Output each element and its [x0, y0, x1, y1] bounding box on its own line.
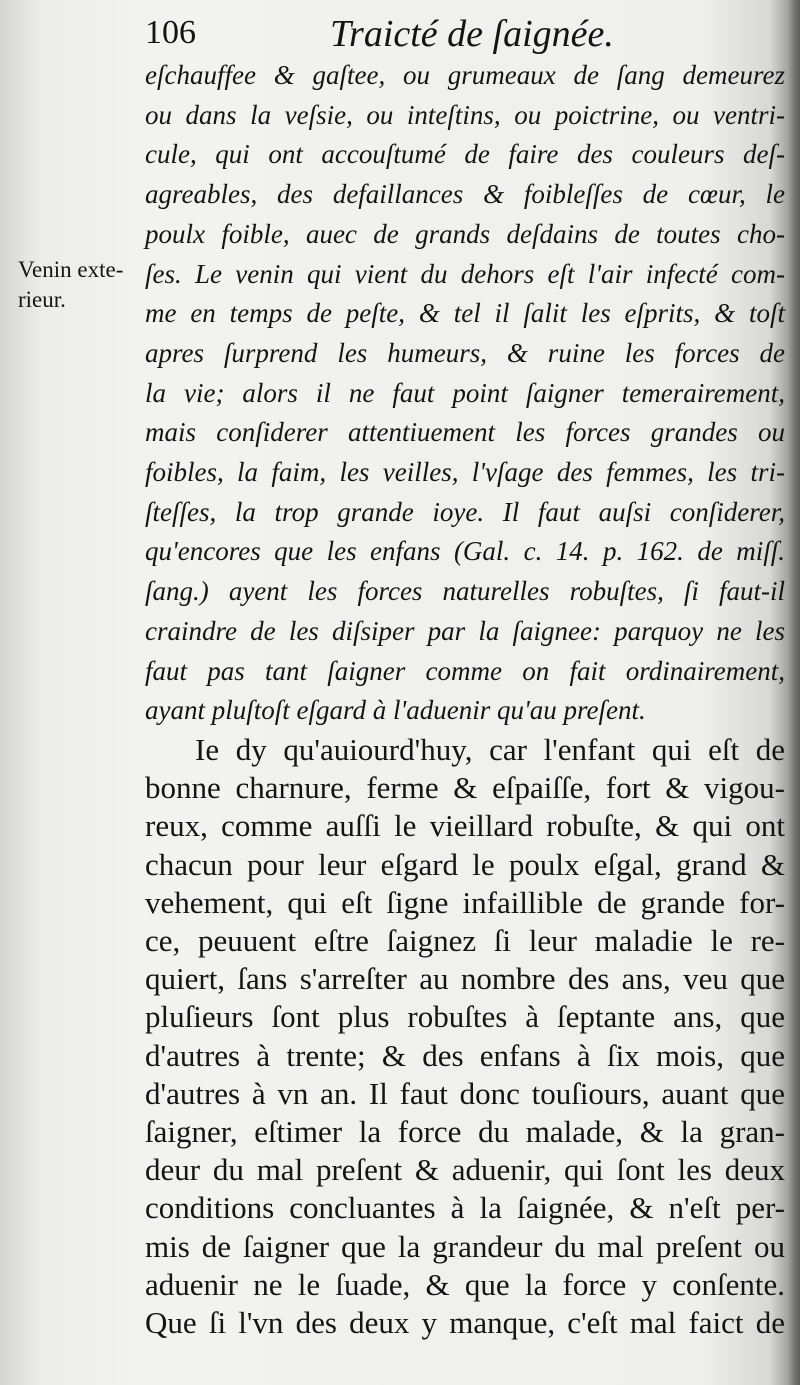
- text-line: eſchauffee & gaſtee, ou grumeaux de ſang demeurez: [145, 60, 785, 90]
- text-line: ayant pluſtoſt eſgard à l'aduenir qu'au preſent.: [145, 695, 646, 726]
- text-line: deur du mal preſent & aduenir, qui ſont les deux: [145, 1152, 785, 1188]
- text-line: craindre de les diſsiper par la ſaignee: parquoy ne les: [145, 615, 785, 646]
- text-line: poulx foible, auec de grands deſdains de toutes cho-: [145, 218, 785, 249]
- text-line: d'autres à trente; & des enfans à ſix mois, que: [145, 1037, 785, 1073]
- text-line: Ie dy qu'auiourd'huy, car l'enfant qui eſt de: [195, 731, 785, 767]
- text-line: agreables, des defaillances & foibleſſes de cœur, le: [145, 179, 785, 210]
- text-line: aduenir ne le ſuade, & que la force y conſente.: [145, 1266, 785, 1302]
- italic-paragraph: [145, 56, 785, 731]
- text-line: conditions concluantes à la ſaignée, & n'eſt per-: [145, 1190, 785, 1226]
- page-header: [145, 12, 785, 54]
- text-line: cule, qui ont accouſtumé de faire des couleurs deſ-: [145, 139, 785, 170]
- text-line: reux, comme auſſi le vieillard robuſte, & qui ont: [145, 808, 785, 844]
- text-line: bonne charnure, ferme & eſpaiſſe, fort & vigou-: [145, 770, 785, 806]
- text-line: apres ſurprend les humeurs, & ruine les forces de: [145, 337, 785, 368]
- page-number: 106: [145, 14, 196, 51]
- text-line: pluſieurs ſont plus robuſtes à ſeptante ans, que: [145, 999, 785, 1035]
- text-line: ſang.) ayent les forces naturelles robuſtes, ſi faut-il: [145, 576, 785, 607]
- running-title: Traicté de ſaignée.: [330, 13, 614, 55]
- margin-note-line: rieur.: [18, 287, 66, 312]
- text-line: ce, peuuent eſtre ſaignez ſi leur maladie le re-: [145, 922, 785, 958]
- text-line: ou dans la veſsie, ou inteſtins, ou poictrine, ou ventri-: [145, 99, 785, 130]
- text-line: me en temps de peſte, & tel il ſalit les eſprits, & toſt: [145, 298, 785, 329]
- text-line: Que ſi l'vn des deux y manque, c'eſt mal faict de: [145, 1305, 785, 1340]
- text-line: mais conſiderer attentiuement les forces grandes ou: [145, 417, 785, 448]
- text-line: quiert, ſans s'arreſter au nombre des ans, veu que: [145, 961, 785, 997]
- roman-paragraph: [145, 731, 785, 1342]
- text-line: chacun pour leur eſgard le poulx eſgal, grand &: [145, 846, 785, 882]
- text-line: ſaigner, eſtimer la force du malade, & la gran-: [145, 1113, 785, 1149]
- text-line: foibles, la faim, les veilles, l'vſage des femmes, les tri-: [145, 457, 785, 488]
- text-line: la vie; alors il ne faut point ſaigner temerairement,: [145, 377, 785, 408]
- margin-note-line: Venin exte-: [18, 257, 124, 282]
- gutter-shadow: [788, 0, 800, 1385]
- body-text: [145, 56, 785, 1342]
- text-line: ſes. Le venin qui vient du dehors eſt l'air infecté com-: [145, 258, 785, 289]
- text-line: d'autres à vn an. Il faut donc touſiours, auant que: [145, 1075, 785, 1111]
- text-line: vehement, qui eſt ſigne infaillible de grande for-: [145, 884, 785, 920]
- margin-note: [18, 255, 143, 315]
- text-line: faut pas tant ſaigner comme on fait ordinairement,: [145, 655, 785, 686]
- text-line: mis de ſaigner que la grandeur du mal preſent ou: [145, 1228, 785, 1264]
- text-line: ſteſſes, la trop grande ioye. Il faut auſsi conſiderer,: [145, 496, 785, 527]
- text-line: qu'encores que les enfans (Gal. c. 14. p. 162. de miſſ.: [145, 536, 785, 567]
